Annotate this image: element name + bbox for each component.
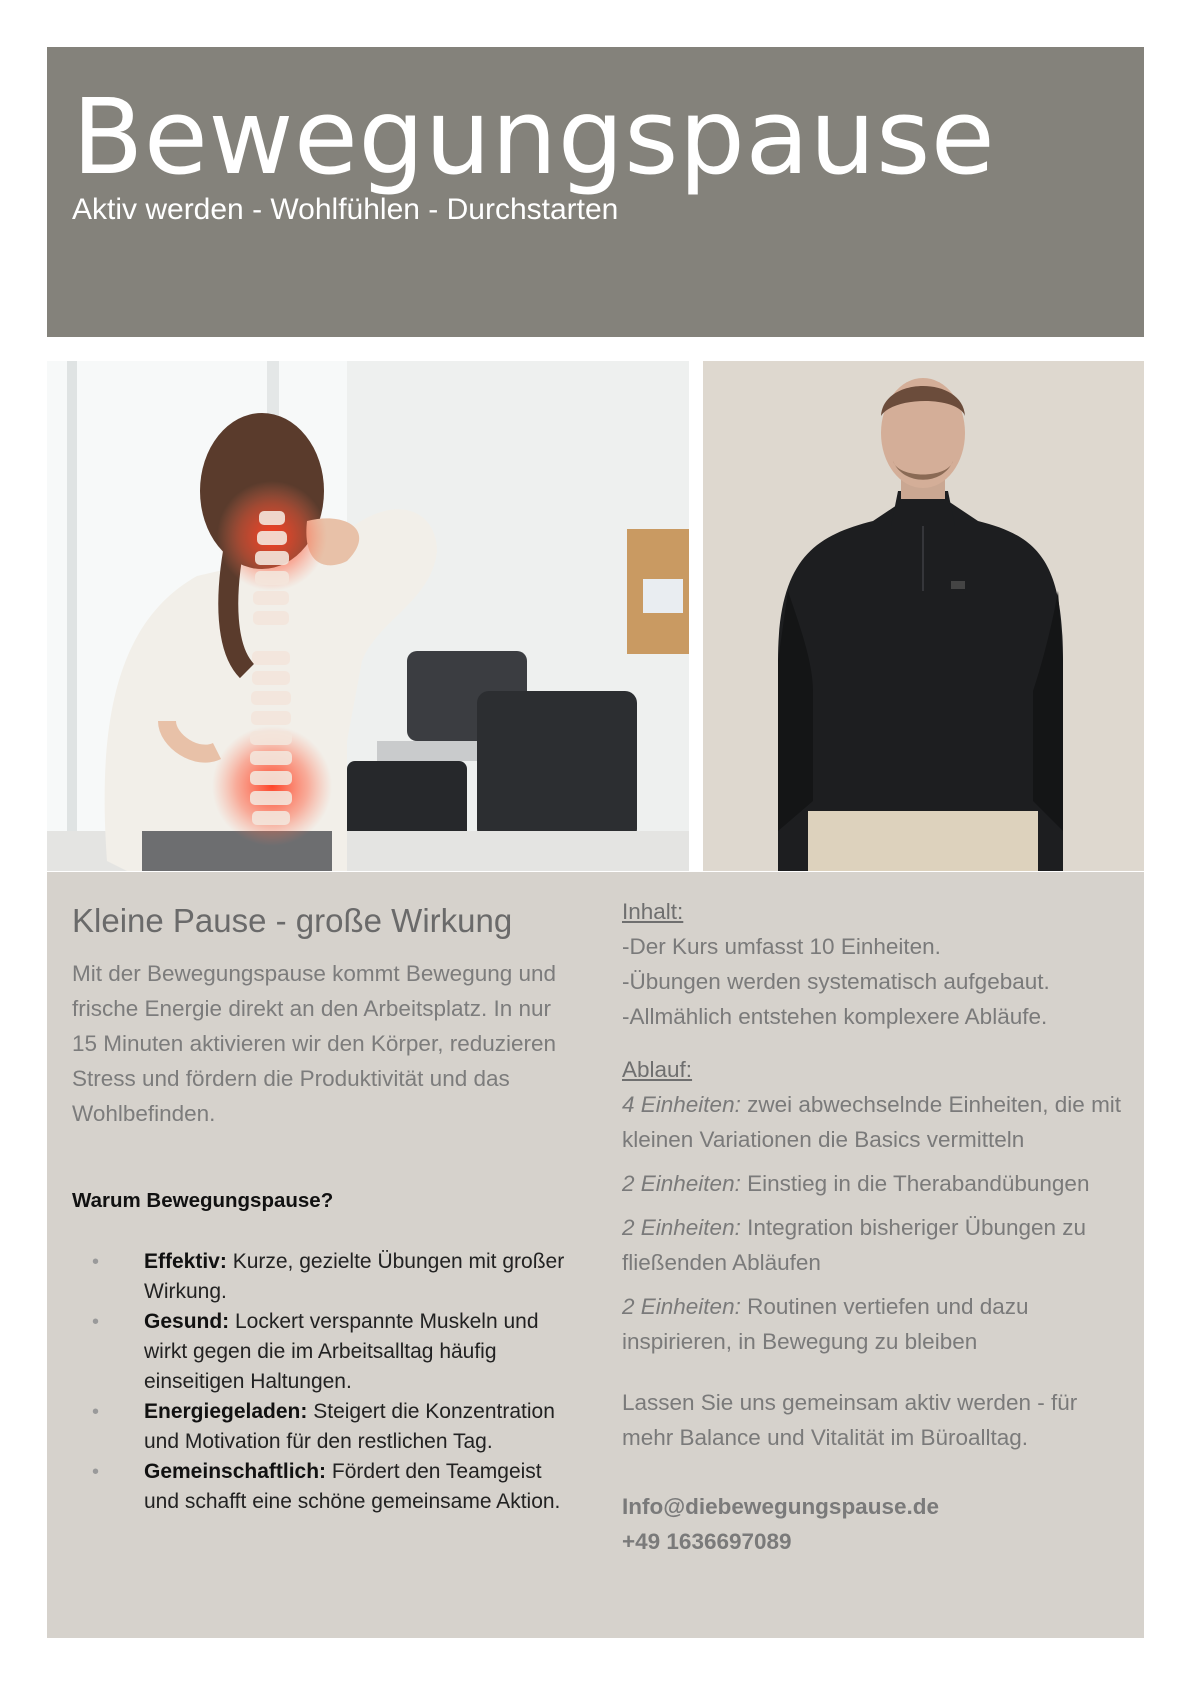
closing-text: Lassen Sie uns gemeinsam aktiv werden - für mehr Balance und Vitalität im Büroalltag. bbox=[622, 1390, 1078, 1450]
benefit-label: Gemeinschaftlich: bbox=[144, 1460, 327, 1483]
ablauf-item bbox=[622, 1087, 1127, 1157]
list-item bbox=[72, 1247, 572, 1307]
page-subtitle: Aktiv werden - Wohlfühlen - Durchstarten bbox=[72, 193, 619, 226]
benefit-label: Energiegeladen: bbox=[144, 1400, 308, 1423]
inhalt-line: -Übungen werden systematisch aufgebaut. bbox=[622, 969, 1050, 994]
intro-text: Mit der Bewegungspause kommt Bewegung und frische Energie direkt an den Arbeitsplatz. In nur 15 Minuten aktivieren wir den Körper, reduzieren Stress und fördern die Produktivität und das Wohlbefinden. bbox=[72, 961, 557, 1126]
contact-block bbox=[622, 1489, 1127, 1559]
list-item bbox=[72, 1457, 572, 1517]
trainer-portrait-image bbox=[703, 361, 1144, 871]
woman-back-pain-image bbox=[47, 361, 689, 871]
benefits-list bbox=[72, 1247, 572, 1517]
list-item bbox=[72, 1397, 572, 1457]
right-column bbox=[622, 894, 1127, 1559]
section-heading: Kleine Pause - große Wirkung bbox=[72, 902, 513, 939]
phone-number[interactable]: +49 1636697089 bbox=[622, 1529, 792, 1554]
ablauf-units: 2 Einheiten: bbox=[622, 1215, 741, 1240]
benefit-text: Kurze, gezielte Übungen mit großer Wirkung. bbox=[144, 1250, 565, 1303]
ablauf-item bbox=[622, 1289, 1127, 1359]
ablauf-text: Routinen vertiefen und dazu inspirieren, in Bewegung zu bleiben bbox=[622, 1294, 1029, 1354]
content-panel bbox=[47, 872, 1144, 1638]
left-column bbox=[72, 902, 572, 1517]
inhalt-heading: Inhalt: bbox=[622, 899, 684, 924]
benefit-label: Gesund: bbox=[144, 1310, 230, 1333]
ablauf-units: 4 Einheiten: bbox=[622, 1092, 741, 1117]
inhalt-line: -Allmählich entstehen komplexere Abläufe. bbox=[622, 1004, 1048, 1029]
benefit-text: Fördert den Teamgeist und schafft eine schöne gemeinsame Aktion. bbox=[144, 1460, 561, 1513]
ablauf-item bbox=[622, 1210, 1127, 1280]
benefit-label: Effektiv: bbox=[144, 1250, 227, 1273]
ablauf-text: Integration bisheriger Übungen zu fließenden Abläufen bbox=[622, 1215, 1087, 1275]
page-title: Bewegungspause bbox=[72, 76, 996, 198]
ablauf-item bbox=[622, 1166, 1127, 1201]
email-link[interactable]: Info@diebewegungspause.de bbox=[622, 1494, 939, 1519]
ablauf-units: 2 Einheiten: bbox=[622, 1294, 741, 1319]
ablauf-units: 2 Einheiten: bbox=[622, 1171, 741, 1196]
header-banner bbox=[47, 47, 1144, 337]
why-title: Warum Bewegungspause? bbox=[72, 1189, 334, 1212]
ablauf-heading: Ablauf: bbox=[622, 1057, 693, 1082]
list-item bbox=[72, 1307, 572, 1397]
benefit-text: Steigert die Konzentration und Motivation für den restlichen Tag. bbox=[144, 1400, 555, 1453]
ablauf-text: zwei abwechselnde Einheiten, die mit kleinen Variationen die Basics vermitteln bbox=[622, 1092, 1122, 1152]
ablauf-text: Einstieg in die Therabandübungen bbox=[740, 1171, 1090, 1196]
inhalt-line: -Der Kurs umfasst 10 Einheiten. bbox=[622, 934, 941, 959]
benefit-text: Lockert verspannte Muskeln und wirkt gegen die im Arbeitsalltag häufig einseitigen Haltungen. bbox=[144, 1310, 539, 1393]
